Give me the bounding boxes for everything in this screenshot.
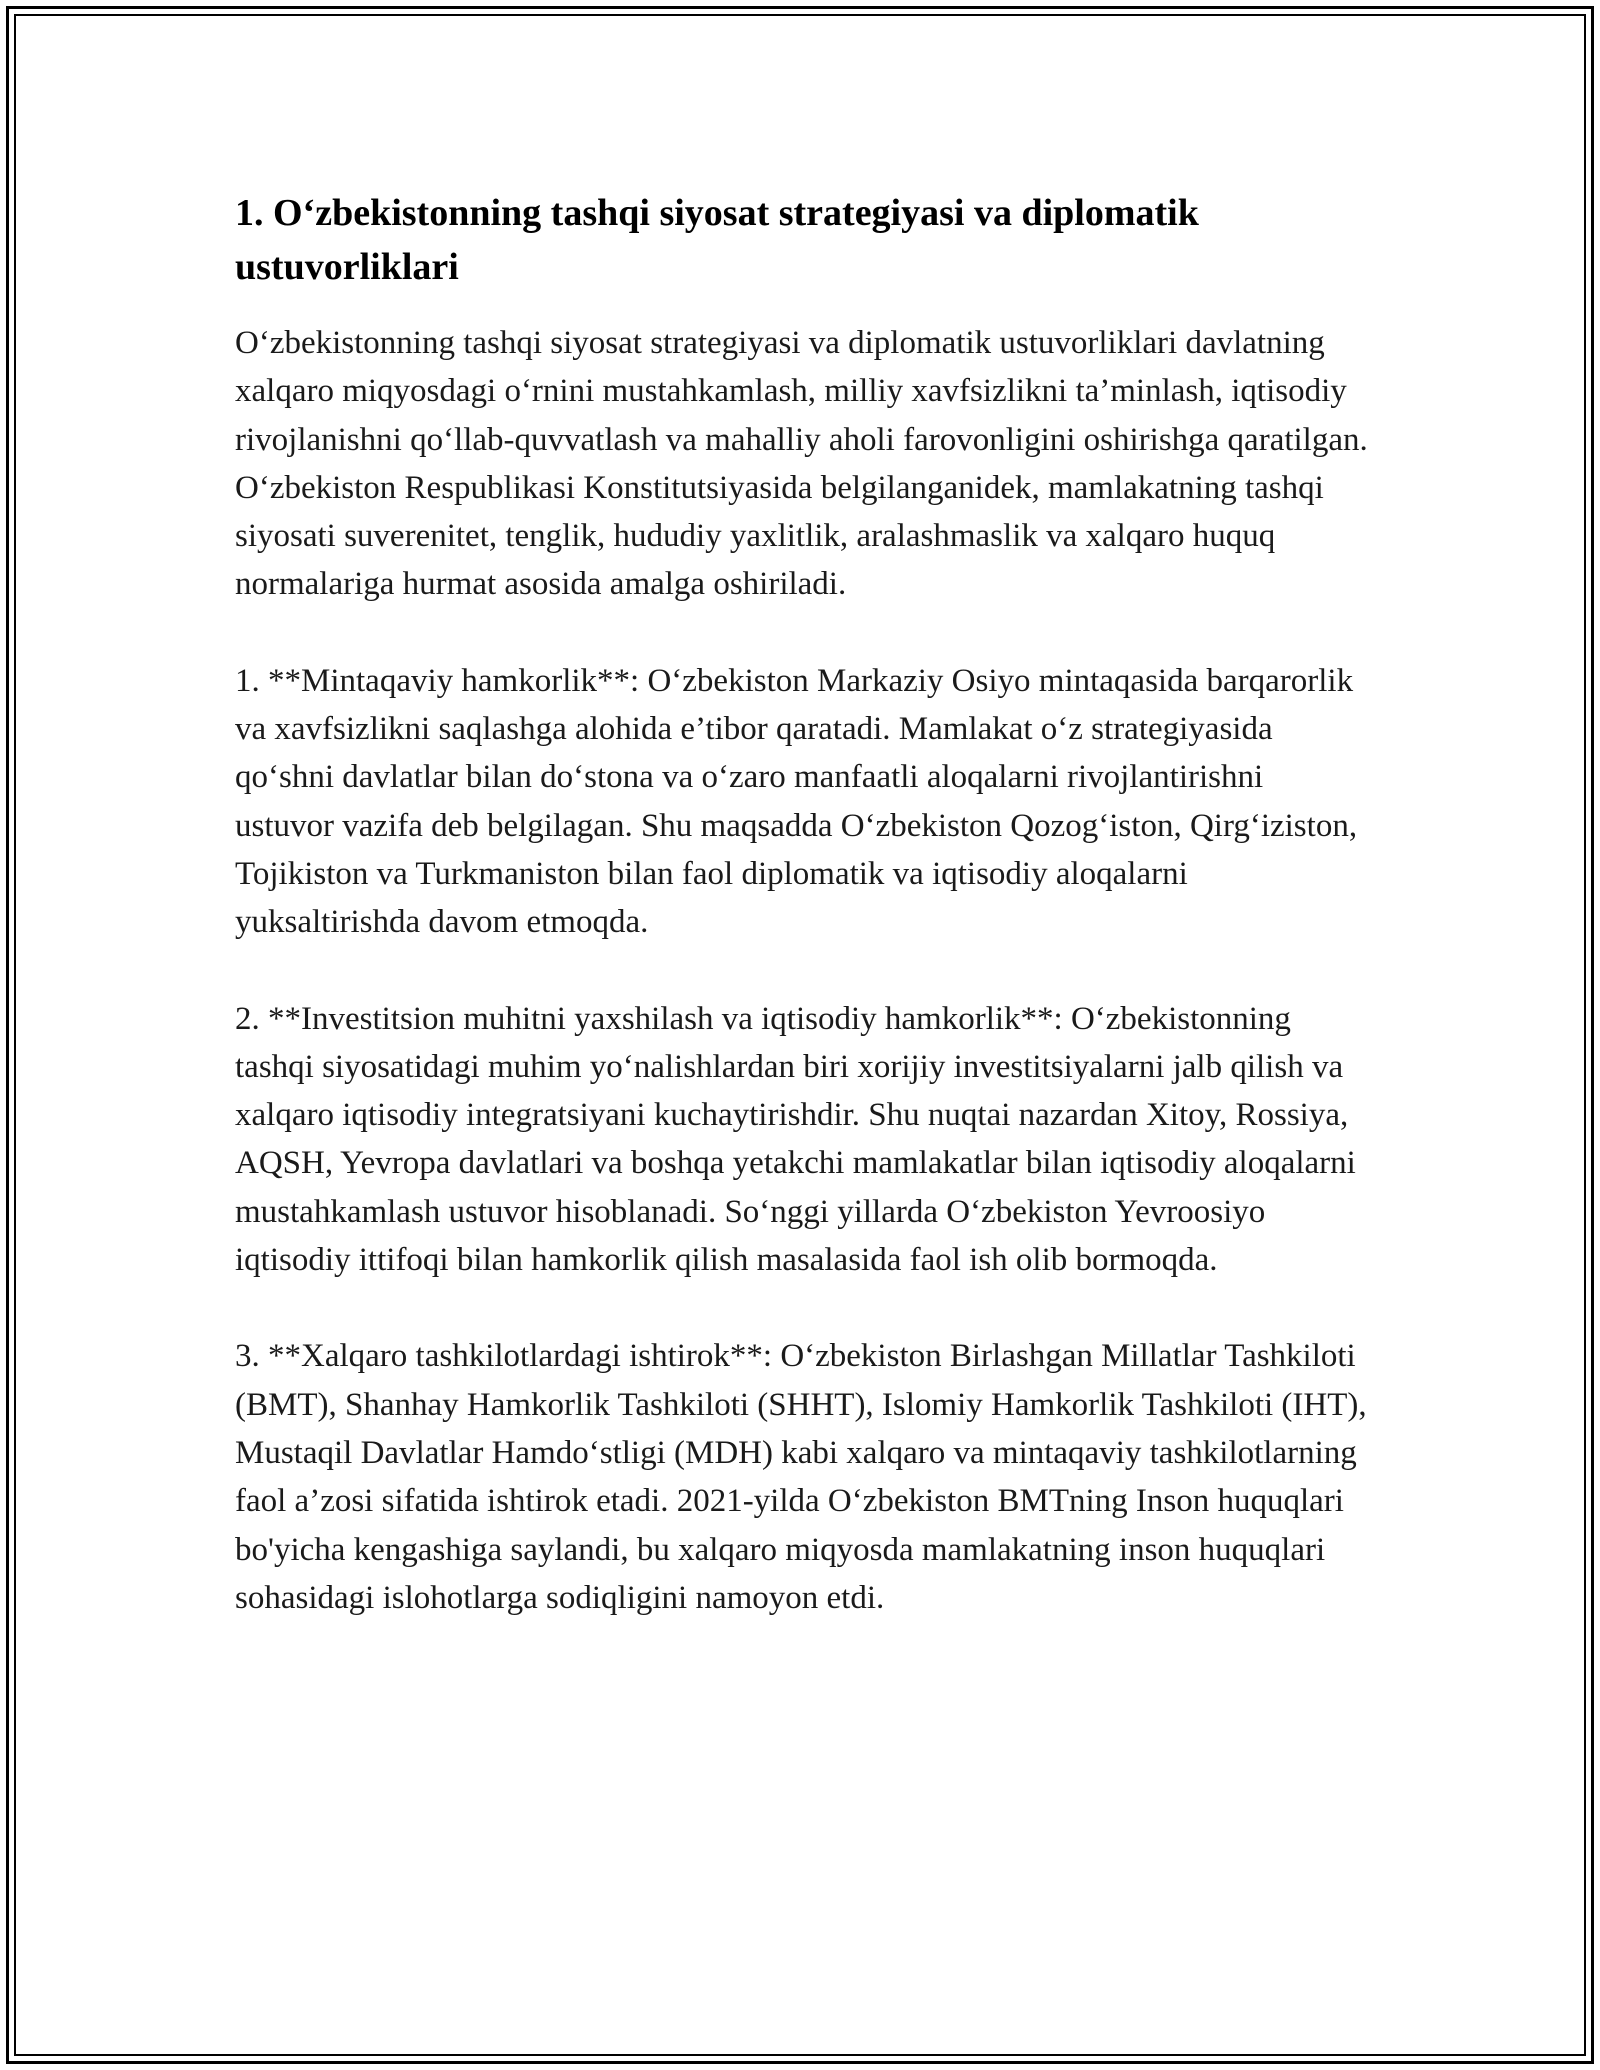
document-body	[235, 186, 1370, 1622]
document-title: 1. O‘zbekistonning tashqi siyosat strategiyasi va diplomatik ustuvorliklari	[235, 192, 1199, 288]
list-item-investment-climate: 2. **Investitsion muhitni yaxshilash va iqtisodiy hamkorlik**: O‘zbekistonning tashqi siyosatidagi muhim yo‘nalishlardan biri xorijiy investitsiyalarni jalb qilish va xalqaro iqtisodiy integratsiyani kuchaytirishdir. Shu nuqtai nazardan Xitoy, Rossiya, AQSH, Yevropa davlatlari va boshqa yetakchi mamlakatlar bilan iqtisodiy aloqalarni mustahkamlash ustuvor hisoblanadi. So‘nggi yillarda O‘zbekiston Yevroosiyo iqtisodiy ittifoqi bilan hamkorlik qilish masalasida faol ish olib bormoqda.	[235, 1000, 1356, 1279]
intro-paragraph: O‘zbekistonning tashqi siyosat strategiyasi va diplomatik ustuvorliklari davlatning xalqaro miqyosdagi o‘rnini mustahkamlash, milliy xavfsizlikni ta’minlash, iqtisodiy rivojlanishni qo‘llab-quvvatlash va mahalliy aholi farovonligini oshirishga qaratilgan. O‘zbekiston Respublikasi Konstitutsiyasida belgilanganidek, mamlakatning tashqi siyosati suverenitet, tenglik, hududiy yaxlitlik, aralashmaslik va xalqaro huquq normalariga hurmat asosida amalga oshiriladi.	[235, 325, 1368, 603]
list-item-regional-cooperation: 1. **Mintaqaviy hamkorlik**: O‘zbekiston Markaziy Osiyo mintaqasida barqarorlik va xavfsizlikni saqlashga alohida e’tibor qaratadi. Mamlakat o‘z strategiyasida qo‘shni davlatlar bilan do‘stona va o‘zaro manfaatli aloqalarni rivojlantirishni ustuvor vazifa deb belgilagan. Shu maqsadda O‘zbekiston Qozog‘iston, Qirg‘iziston, Tojikiston va Turkmaniston bilan faol diplomatik va iqtisodiy aloqalarni yuksaltirishda davom etmoqda.	[235, 662, 1358, 941]
list-item-international-organizations: 3. **Xalqaro tashkilotlardagi ishtirok**: O‘zbekiston Birlashgan Millatlar Tashkiloti (BMT), Shanhay Hamkorlik Tashkiloti (SHHT), Islomiy Hamkorlik Tashkiloti (IHT), Mustaqil Davlatlar Hamdo‘stligi (MDH) kabi xalqaro va mintaqaviy tashkilotlarning faol a’zosi sifatida ishtirok etadi. 2021-yilda O‘zbekiston BMTning Inson huquqlari bo'yicha kengashiga saylandi, bu xalqaro miqyosda mamlakatning inson huquqlari sohasidagi islohotlarga sodiqligini namoyon etdi.	[235, 1338, 1367, 1616]
